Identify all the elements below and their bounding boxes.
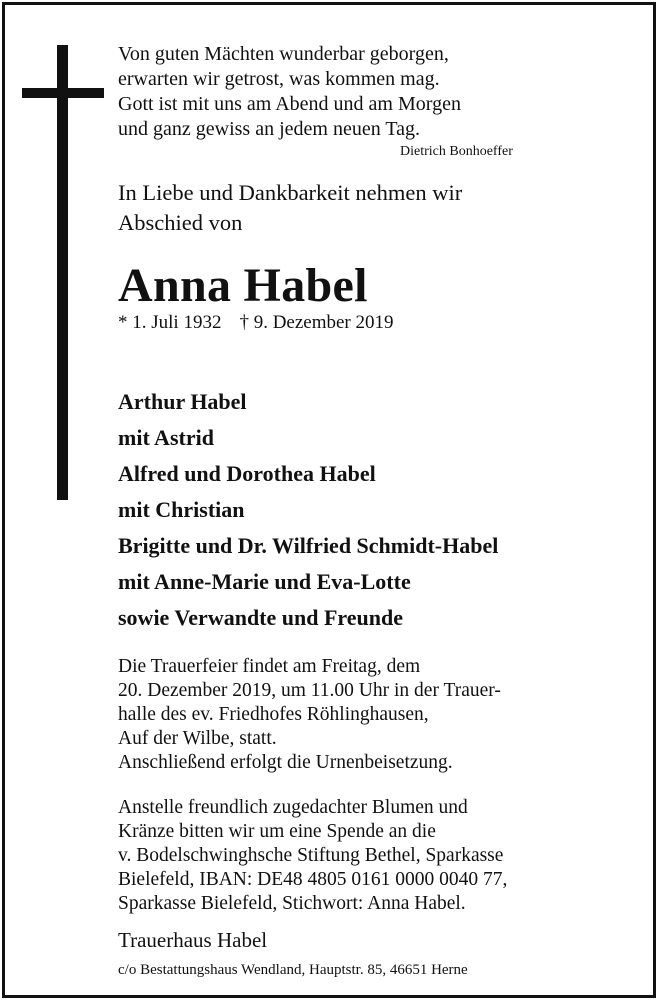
mourning-house: Trauerhaus Habel: [118, 928, 268, 952]
mourner-line: Alfred und Dorothea Habel: [118, 461, 376, 486]
poem-line: Gott ist mit uns am Abend und am Morgen: [118, 93, 461, 115]
intro-text: [118, 178, 462, 238]
ceremony-line: Auf der Wilbe, statt.: [118, 728, 277, 749]
mourner-line: mit Astrid: [118, 425, 214, 450]
intro-line: In Liebe und Dankbarkeit nehmen wir: [118, 180, 463, 205]
donation-info: [118, 796, 507, 916]
mourners-list: [118, 384, 498, 636]
ceremony-line: Die Trauerfeier findet am Freitag, dem: [118, 656, 421, 677]
mourner-line: mit Christian: [118, 497, 245, 522]
ceremony-line: Anschließend erfolgt die Urnenbeisetzung.: [118, 752, 453, 773]
donation-line: Bielefeld, IBAN: DE48 4805 0161 0000 0040 77,: [118, 869, 508, 890]
mourner-line: Arthur Habel: [118, 389, 247, 414]
intro-line: Abschied von: [118, 210, 243, 235]
mourner-line: mit Anne-Marie und Eva-Lotte: [118, 569, 411, 594]
life-dates: [118, 312, 394, 334]
ceremony-line: 20. Dezember 2019, um 11.00 Uhr in der Trauer-: [118, 680, 501, 701]
donation-line: Kränze bitten wir um eine Spende an die: [118, 821, 436, 842]
poem-line: Von guten Mächten wunderbar geborgen,: [118, 43, 449, 65]
funeral-home-address: c/o Bestattungshaus Wendland, Hauptstr. 85, 46651 Herne: [118, 962, 468, 978]
donation-line: v. Bodelschwinghsche Stiftung Bethel, Sparkasse: [118, 845, 504, 866]
birth-date: * 1. Juli 1932: [118, 312, 222, 333]
mourner-line: Brigitte und Dr. Wilfried Schmidt-Habel: [118, 533, 499, 558]
poem-line: und ganz gewiss an jedem neuen Tag.: [118, 118, 421, 140]
poem: [118, 42, 461, 142]
deceased-name: Anna Habel: [118, 259, 368, 312]
donation-line: Sparkasse Bielefeld, Stichwort: Anna Habel.: [118, 893, 466, 914]
mourner-line: sowie Verwandte und Freunde: [118, 605, 404, 630]
donation-line: Anstelle freundlich zugedachter Blumen und: [118, 797, 468, 818]
ceremony-info: [118, 655, 501, 775]
cross-vertical-bar: [57, 45, 68, 500]
ceremony-line: halle des ev. Friedhofes Röhlinghausen,: [118, 704, 429, 725]
death-date: † 9. Dezember 2019: [239, 312, 394, 333]
poem-line: erwarten wir getrost, was kommen mag.: [118, 68, 440, 90]
cross-horizontal-bar: [22, 88, 104, 98]
poem-author: Dietrich Bonhoeffer: [400, 144, 513, 159]
